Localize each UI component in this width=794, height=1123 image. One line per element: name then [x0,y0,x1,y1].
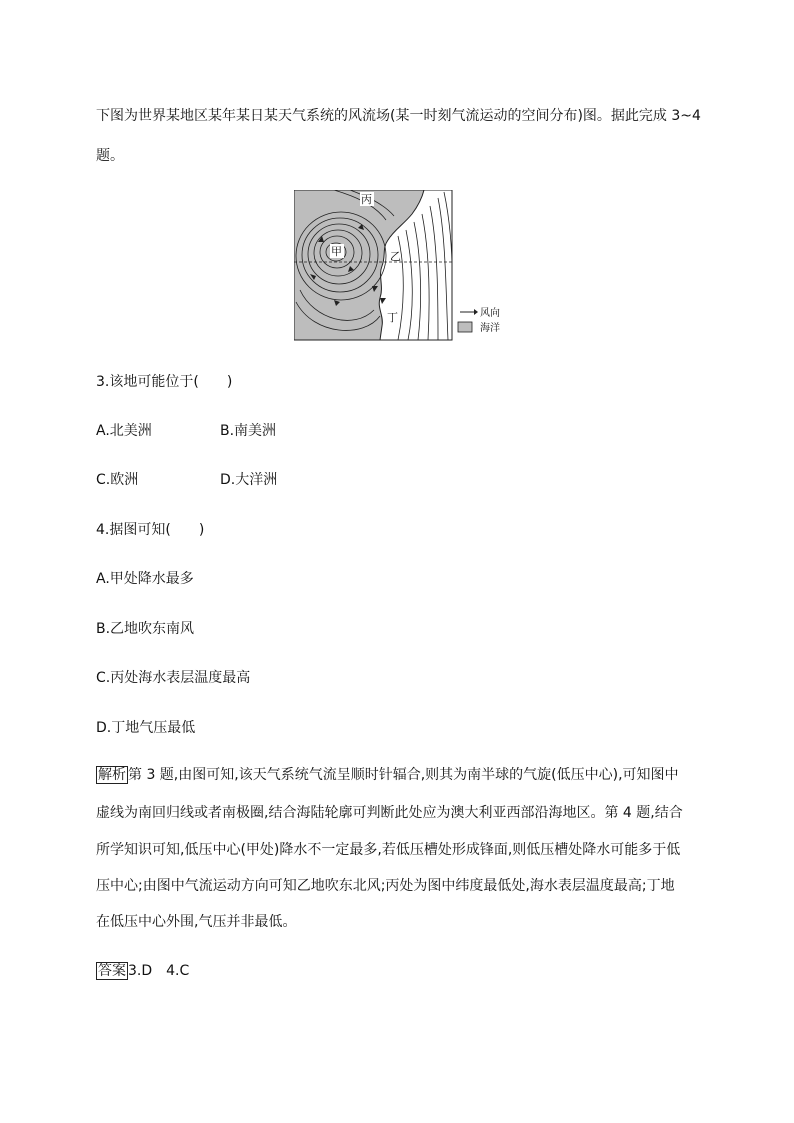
label-jia: 甲 [331,245,342,258]
q4-stem: 4.据图可知( ) [96,522,205,538]
q4-option-a[interactable]: A.甲处降水最多 [96,571,194,587]
analysis-text-1: 第 3 题,由图可知,该天气系统气流呈顺时针辐合,则其为南半球的气旋(低压中心),可知图中 [128,767,679,783]
legend-ocean-label: 海洋 [480,323,500,334]
q3-option-d[interactable]: D.大洋洲 [220,472,278,488]
answer-text: 3.D 4.C [128,963,190,979]
q4-option-c[interactable]: C.丙处海水表层温度最高 [96,670,251,686]
analysis-line-4: 压中心;由图中气流运动方向可知乙地吹东北风;丙处为图中纬度最低处,海水表层温度最高;丁地 [96,878,675,894]
wind-field-figure [294,190,504,342]
analysis-line-2: 虚线为南回归线或者南极圈,结合海陆轮廓可判断此处应为澳大利亚西部沿海地区。第 4 题,结合 [96,805,683,821]
answer-tag: 答案 [98,963,126,979]
intro-line-2: 题。 [96,148,124,164]
q3-stem: 3.该地可能位于( ) [96,374,233,390]
q3-option-b[interactable]: B.南美洲 [220,423,277,439]
q3-options-row-2 [96,470,278,490]
wind-field-map [294,190,504,342]
analysis-line-3: 所学知识可知,低压中心(甲处)降水不一定最多,若低压槽处形成锋面,则低压槽处降水可能多于低 [96,842,681,858]
answer-line [96,961,189,981]
label-ding: 丁 [387,311,398,324]
q4-option-b[interactable]: B.乙地吹东南风 [96,621,195,637]
analysis-line-5: 在低压中心外围,气压并非最低。 [96,914,297,930]
legend-wind-label: 风向 [480,308,500,319]
intro-line-1: 下图为世界某地区某年某日某天气系统的风流场(某一时刻气流运动的空间分布)图。据此完成 3~4 [96,108,701,124]
q3-option-a[interactable]: A.北美洲 [96,423,152,439]
q3-option-c[interactable]: C.欧洲 [96,472,139,488]
q3-options-row-1 [96,421,277,441]
q4-option-d[interactable]: D.丁地气压最低 [96,720,196,736]
label-yi: 乙 [390,250,401,263]
legend-ocean-swatch [458,322,472,332]
analysis-tag: 解析 [98,767,126,783]
label-bing: 丙 [361,193,372,206]
analysis-line-1 [96,765,679,785]
